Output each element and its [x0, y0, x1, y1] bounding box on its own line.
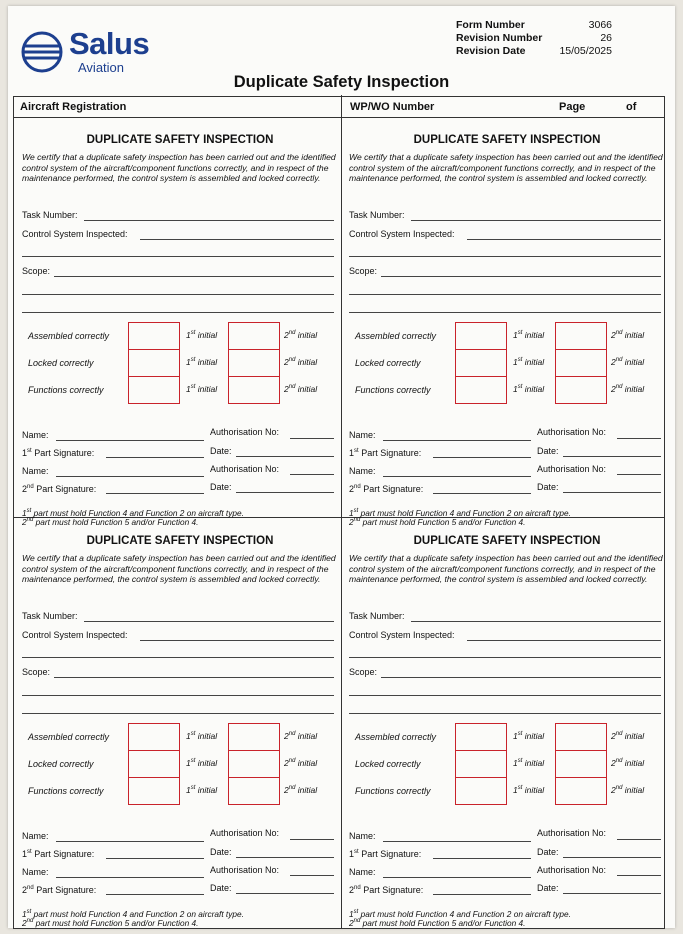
- certify-text: We certify that a duplicate safety inspection has been carried out and the identified control system of the aircraft/component functions correctly, and in respect of the maintenance performed, the control system is assembled and locked correctly.: [349, 152, 663, 183]
- second-part-signature-field[interactable]: [106, 493, 204, 494]
- second-part-signature-field[interactable]: [433, 894, 531, 895]
- scope-field[interactable]: [381, 677, 661, 678]
- assembled-correctly-label: Assembled correctly: [355, 331, 437, 341]
- date-label: Date:: [210, 482, 232, 492]
- functions-second-initial-box[interactable]: [228, 376, 280, 404]
- functions-second-initial-box[interactable]: [228, 777, 280, 805]
- second-part-signature-label: 2nd Part Signature:: [22, 484, 97, 494]
- locked-second-initial-box[interactable]: [555, 349, 607, 377]
- page-of-label: of: [626, 101, 637, 113]
- locked-first-initial-box[interactable]: [128, 750, 180, 778]
- first-initial-label: 1st initial: [186, 785, 218, 795]
- date-label: Date:: [537, 883, 559, 893]
- date-label: Date:: [210, 446, 232, 456]
- assembled-first-initial-box[interactable]: [128, 723, 180, 751]
- first-part-signature-label: 1st Part Signature:: [22, 849, 95, 859]
- name-label: Name:: [22, 430, 49, 440]
- column-divider: [341, 95, 342, 928]
- name-field[interactable]: [56, 841, 204, 842]
- control-system-label: Control System Inspected:: [349, 229, 455, 239]
- scope-field[interactable]: [381, 276, 661, 277]
- second-part-signature-label: 2nd Part Signature:: [22, 885, 97, 895]
- inspection-section-1: [22, 124, 338, 527]
- first-part-signature-label: 1st Part Signature:: [22, 448, 95, 458]
- assembled-second-initial-box[interactable]: [228, 723, 280, 751]
- assembled-second-initial-box[interactable]: [555, 322, 607, 350]
- assembled-correctly-label: Assembled correctly: [28, 732, 110, 742]
- first-initial-label: 1st initial: [186, 731, 218, 741]
- date-label: Date:: [537, 847, 559, 857]
- section-title: DUPLICATE SAFETY INSPECTION: [86, 134, 274, 146]
- assembled-first-initial-box[interactable]: [455, 322, 507, 350]
- control-system-label: Control System Inspected:: [22, 229, 128, 239]
- scope-label: Scope:: [22, 266, 51, 276]
- inspection-section-2: [349, 124, 665, 527]
- authorisation-label: Authorisation No:: [210, 464, 280, 474]
- authorisation-field[interactable]: [290, 438, 334, 439]
- control-system-label: Control System Inspected:: [22, 630, 128, 640]
- note-first-part: 1st part must hold Function 4 and Function 2 on aircraft type.: [349, 507, 571, 518]
- name-label: Name:: [22, 466, 49, 476]
- control-system-field-2[interactable]: [349, 256, 661, 257]
- header-row: [13, 96, 665, 118]
- name-field[interactable]: [56, 440, 204, 441]
- section-title: DUPLICATE SAFETY INSPECTION: [413, 134, 601, 146]
- authorisation-field[interactable]: [617, 875, 661, 876]
- salus-globe-icon: [20, 30, 66, 74]
- second-part-signature-label: 2nd Part Signature:: [349, 484, 424, 494]
- authorisation-label: Authorisation No:: [537, 427, 607, 437]
- revision-number-value: 26: [600, 32, 612, 44]
- functions-first-initial-box[interactable]: [128, 777, 180, 805]
- second-initial-label: 2nd initial: [611, 785, 645, 795]
- name-field[interactable]: [56, 877, 204, 878]
- wpwo-number-label: WP/WO Number: [350, 101, 435, 113]
- salus-logo: [20, 24, 170, 78]
- first-initial-label: 1st initial: [186, 330, 218, 340]
- scope-field[interactable]: [54, 677, 334, 678]
- date-field[interactable]: [236, 456, 334, 457]
- control-system-label: Control System Inspected:: [349, 630, 455, 640]
- name-label: Name:: [349, 831, 376, 841]
- name-label: Name:: [22, 867, 49, 877]
- first-initial-label: 1st initial: [186, 357, 218, 367]
- second-initial-label: 2nd initial: [611, 758, 645, 768]
- scope-label: Scope:: [349, 667, 378, 677]
- name-label: Name:: [349, 466, 376, 476]
- scope-label: Scope:: [22, 667, 51, 677]
- form-page: [8, 6, 675, 928]
- note-second-part: 2nd part must hold Function 5 and/or Function 4.: [349, 516, 526, 527]
- assembled-correctly-label: Assembled correctly: [355, 732, 437, 742]
- functions-second-initial-box[interactable]: [555, 777, 607, 805]
- second-initial-label: 2nd initial: [611, 357, 645, 367]
- locked-correctly-label: Locked correctly: [28, 759, 94, 769]
- scope-field-3[interactable]: [22, 713, 334, 714]
- date-label: Date:: [537, 446, 559, 456]
- functions-correctly-label: Functions correctly: [355, 385, 431, 395]
- assembled-correctly-label: Assembled correctly: [28, 331, 110, 341]
- assembled-second-initial-box[interactable]: [555, 723, 607, 751]
- locked-correctly-label: Locked correctly: [355, 759, 421, 769]
- certify-text: We certify that a duplicate safety inspection has been carried out and the identified control system of the aircraft/component functions correctly, and in respect of the maintenance performed, the control system is assembled and locked correctly.: [22, 553, 336, 584]
- first-initial-label: 1st initial: [513, 758, 545, 768]
- note-first-part: 1st part must hold Function 4 and Function 2 on aircraft type.: [22, 908, 244, 919]
- task-number-field[interactable]: [411, 220, 661, 221]
- functions-correctly-label: Functions correctly: [355, 786, 431, 796]
- second-initial-label: 2nd initial: [611, 330, 645, 340]
- functions-correctly-label: Functions correctly: [28, 385, 104, 395]
- certify-text: We certify that a duplicate safety inspection has been carried out and the identified control system of the aircraft/component functions correctly, and in respect of the maintenance performed, the control system is assembled and locked correctly.: [22, 152, 336, 183]
- first-part-signature-field[interactable]: [433, 457, 531, 458]
- brand-subtitle: Aviation: [78, 60, 125, 75]
- scope-field-2[interactable]: [349, 294, 661, 295]
- control-system-field[interactable]: [467, 640, 661, 641]
- authorisation-label: Authorisation No:: [537, 865, 607, 875]
- revision-date-label: Revision Date: [456, 45, 526, 57]
- functions-first-initial-box[interactable]: [455, 777, 507, 805]
- name-field[interactable]: [56, 476, 204, 477]
- first-part-signature-field[interactable]: [106, 858, 204, 859]
- note-second-part: 2nd part must hold Function 5 and/or Function 4.: [22, 516, 199, 527]
- date-field[interactable]: [236, 893, 334, 894]
- locked-correctly-label: Locked correctly: [28, 358, 94, 368]
- name-field[interactable]: [383, 841, 531, 842]
- date-field[interactable]: [563, 857, 661, 858]
- control-system-field-2[interactable]: [22, 657, 334, 658]
- authorisation-field[interactable]: [290, 839, 334, 840]
- aircraft-registration-label: Aircraft Registration: [20, 101, 127, 113]
- second-initial-label: 2nd initial: [611, 731, 645, 741]
- page-title: Duplicate Safety Inspection: [233, 73, 450, 91]
- page-label: Page: [559, 101, 586, 113]
- date-field[interactable]: [563, 893, 661, 894]
- second-part-signature-label: 2nd Part Signature:: [349, 885, 424, 895]
- locked-first-initial-box[interactable]: [128, 349, 180, 377]
- second-initial-label: 2nd initial: [284, 384, 318, 394]
- name-field[interactable]: [383, 476, 531, 477]
- control-system-field[interactable]: [140, 640, 334, 641]
- section-title: DUPLICATE SAFETY INSPECTION: [413, 535, 601, 547]
- task-number-label: Task Number:: [349, 210, 405, 220]
- authorisation-field[interactable]: [290, 474, 334, 475]
- note-first-part: 1st part must hold Function 4 and Function 2 on aircraft type.: [22, 507, 244, 518]
- first-initial-label: 1st initial: [186, 758, 218, 768]
- authorisation-label: Authorisation No:: [210, 828, 280, 838]
- authorisation-field[interactable]: [617, 474, 661, 475]
- functions-first-initial-box[interactable]: [128, 376, 180, 404]
- control-system-field[interactable]: [467, 239, 661, 240]
- locked-second-initial-box[interactable]: [228, 750, 280, 778]
- assembled-first-initial-box[interactable]: [128, 322, 180, 350]
- scope-field-2[interactable]: [22, 695, 334, 696]
- second-initial-label: 2nd initial: [284, 357, 318, 367]
- locked-second-initial-box[interactable]: [555, 750, 607, 778]
- second-part-signature-field[interactable]: [433, 493, 531, 494]
- first-part-signature-label: 1st Part Signature:: [349, 448, 422, 458]
- inspection-section-3: [22, 525, 338, 928]
- task-number-field[interactable]: [411, 621, 661, 622]
- task-number-label: Task Number:: [349, 611, 405, 621]
- authorisation-label: Authorisation No:: [210, 427, 280, 437]
- task-number-label: Task Number:: [22, 210, 78, 220]
- first-part-signature-field[interactable]: [106, 457, 204, 458]
- note-second-part: 2nd part must hold Function 5 and/or Function 4.: [349, 917, 526, 928]
- locked-second-initial-box[interactable]: [228, 349, 280, 377]
- task-number-label: Task Number:: [22, 611, 78, 621]
- date-field[interactable]: [236, 492, 334, 493]
- locked-first-initial-box[interactable]: [455, 750, 507, 778]
- task-number-field[interactable]: [84, 621, 334, 622]
- date-label: Date:: [537, 482, 559, 492]
- second-initial-label: 2nd initial: [611, 384, 645, 394]
- control-system-field-2[interactable]: [349, 657, 661, 658]
- scope-field-3[interactable]: [22, 312, 334, 313]
- note-second-part: 2nd part must hold Function 5 and/or Function 4.: [22, 917, 199, 928]
- brand-name: Salus: [69, 26, 150, 61]
- form-meta: [456, 19, 612, 58]
- scope-field-2[interactable]: [22, 294, 334, 295]
- first-initial-label: 1st initial: [513, 357, 545, 367]
- date-label: Date:: [210, 883, 232, 893]
- authorisation-field[interactable]: [617, 839, 661, 840]
- date-label: Date:: [210, 847, 232, 857]
- second-initial-label: 2nd initial: [284, 330, 318, 340]
- authorisation-field[interactable]: [290, 875, 334, 876]
- locked-correctly-label: Locked correctly: [355, 358, 421, 368]
- form-number-label: Form Number: [456, 19, 525, 31]
- date-field[interactable]: [236, 857, 334, 858]
- control-system-field-2[interactable]: [22, 256, 334, 257]
- section-title: DUPLICATE SAFETY INSPECTION: [86, 535, 274, 547]
- name-field[interactable]: [383, 440, 531, 441]
- second-initial-label: 2nd initial: [284, 785, 318, 795]
- certify-text: We certify that a duplicate safety inspection has been carried out and the identified control system of the aircraft/component functions correctly, and in respect of the maintenance performed, the control system is assembled and locked correctly.: [349, 553, 663, 584]
- revision-date-value: 15/05/2025: [559, 45, 612, 57]
- name-label: Name:: [349, 867, 376, 877]
- authorisation-label: Authorisation No:: [537, 828, 607, 838]
- inspection-section-4: [349, 525, 665, 928]
- functions-first-initial-box[interactable]: [455, 376, 507, 404]
- scope-field-2[interactable]: [349, 695, 661, 696]
- scope-field-3[interactable]: [349, 713, 661, 714]
- authorisation-field[interactable]: [617, 438, 661, 439]
- scope-label: Scope:: [349, 266, 378, 276]
- control-system-field[interactable]: [140, 239, 334, 240]
- second-initial-label: 2nd initial: [284, 758, 318, 768]
- first-part-signature-label: 1st Part Signature:: [349, 849, 422, 859]
- date-field[interactable]: [563, 492, 661, 493]
- revision-number-label: Revision Number: [456, 32, 543, 44]
- first-initial-label: 1st initial: [513, 384, 545, 394]
- second-part-signature-field[interactable]: [106, 894, 204, 895]
- locked-first-initial-box[interactable]: [455, 349, 507, 377]
- authorisation-label: Authorisation No:: [210, 865, 280, 875]
- functions-correctly-label: Functions correctly: [28, 786, 104, 796]
- first-initial-label: 1st initial: [186, 384, 218, 394]
- assembled-first-initial-box[interactable]: [455, 723, 507, 751]
- task-number-field[interactable]: [84, 220, 334, 221]
- first-initial-label: 1st initial: [513, 330, 545, 340]
- first-initial-label: 1st initial: [513, 785, 545, 795]
- functions-second-initial-box[interactable]: [555, 376, 607, 404]
- name-field[interactable]: [383, 877, 531, 878]
- assembled-second-initial-box[interactable]: [228, 322, 280, 350]
- second-initial-label: 2nd initial: [284, 731, 318, 741]
- name-label: Name:: [349, 430, 376, 440]
- date-field[interactable]: [563, 456, 661, 457]
- scope-field-3[interactable]: [349, 312, 661, 313]
- name-label: Name:: [22, 831, 49, 841]
- form-number-value: 3066: [588, 19, 612, 31]
- first-initial-label: 1st initial: [513, 731, 545, 741]
- authorisation-label: Authorisation No:: [537, 464, 607, 474]
- first-part-signature-field[interactable]: [433, 858, 531, 859]
- scope-field[interactable]: [54, 276, 334, 277]
- note-first-part: 1st part must hold Function 4 and Function 2 on aircraft type.: [349, 908, 571, 919]
